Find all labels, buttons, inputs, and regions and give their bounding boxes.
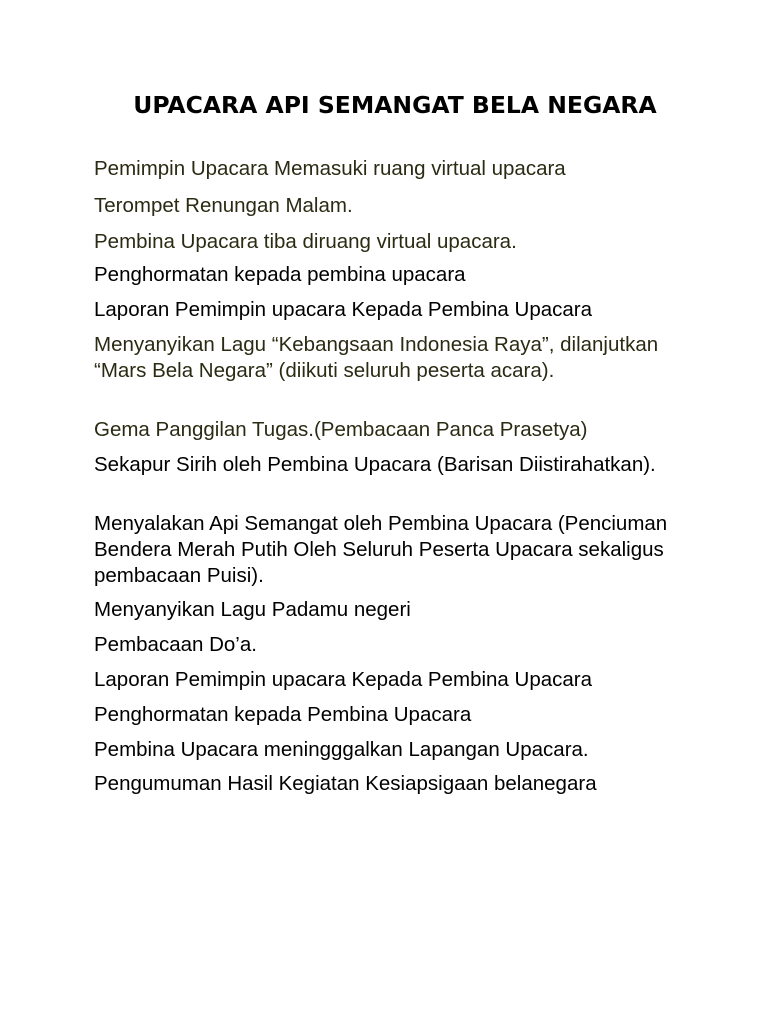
agenda-item: Gema Panggilan Tugas.(Pembacaan Panca Prasetya) [94,418,588,441]
agenda-item: Menyanyikan Lagu Padamu negeri [94,598,411,621]
agenda-item: Pembina Upacara meningggalkan Lapangan Upacara. [94,738,589,761]
agenda-item: Pemimpin Upacara Memasuki ruang virtual upacara [94,157,566,180]
agenda-item: Pembina Upacara tiba diruang virtual upacara. [94,230,517,253]
agenda-item: Penghormatan kepada Pembina Upacara [94,703,472,726]
agenda-item: Penghormatan kepada pembina upacara [94,263,466,286]
agenda-item: Laporan Pemimpin upacara Kepada Pembina Upacara [94,668,593,691]
agenda-item: Terompet Renungan Malam. [94,194,353,217]
document-title: UPACARA API SEMANGAT BELA NEGARA [133,91,657,119]
agenda-item: Menyalakan Api Semangat oleh Pembina Upacara (Penciuman Bendera Merah Putih Oleh Seluruh Peserta Upacara sekaligus pembacaan Puisi). [94,512,668,587]
agenda-item: Pengumuman Hasil Kegiatan Kesiapsigaan belanegara [94,772,597,795]
agenda-item: Pembacaan Do’a. [94,633,257,656]
agenda-item: Menyanyikan Lagu “Kebangsaan Indonesia Raya”, dilanjutkan “Mars Bela Negara” (diikuti seluruh peserta acara). [94,333,659,382]
agenda-item: Sekapur Sirih oleh Pembina Upacara (Barisan Diistirahatkan). [94,453,656,476]
agenda-item: Laporan Pemimpin upacara Kepada Pembina Upacara [94,298,593,321]
